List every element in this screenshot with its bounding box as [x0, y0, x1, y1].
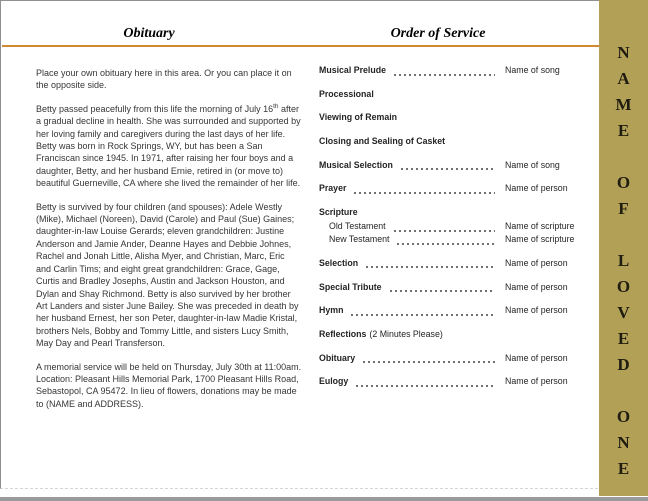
banner-letter: A: [617, 69, 630, 88]
order-item-processional: [319, 89, 587, 101]
obituary-paragraph-survivors: Betty is survived by four children (and spouses): Adele Westly (Mike), Michael (Noreen), David (Carole) and Paul (Sue) Gaines; daughter-in-law Louise Gerards; eleven grandchildren: Justine Anderson and Jamie Ander, Deanne Hayes and Debbie Johnes, Rachel and Jonah Little, Alisha Myer, and Christian, Marc, Eric and Carlin Tims; and eight great grandchildren: Grace, Gage, Curtis and Bradley Josephs, Austin and Jackson Houston, and Dylan and Shay Richmond. Betty is also survived by her brother Art Landers and sister June Bailey. She was preceded in death by her husband Ernest, her son Peter, daughter-in-law Madie Kristal, brothers Nels, Bobby and Tommy Little, and sisters Lucy Smith, May Day and Pearl Transferson.: [36, 201, 299, 349]
order-item-musical-selection: [319, 160, 587, 172]
order-item-selection: [319, 258, 587, 270]
obituary-placeholder-paragraph: [36, 67, 302, 92]
order-item-value: Name of scripture: [505, 234, 575, 245]
order-item-closing-and-sealing: [319, 136, 587, 148]
banner-letter: M: [615, 95, 632, 114]
banner-letter: O: [616, 173, 631, 192]
order-item-label: Closing and Sealing of Casket: [319, 136, 446, 147]
dotted-leader: [351, 308, 495, 316]
dotted-leader: [356, 379, 495, 387]
banner-letter: E: [617, 121, 630, 140]
order-item-label: Obituary: [319, 352, 356, 363]
dotted-leader: [363, 355, 495, 363]
order-item-note: (2 Minutes Please): [369, 328, 443, 339]
order-item-value: Name of person: [505, 257, 568, 268]
order-item-label: Reflections: [319, 328, 367, 339]
header-divider-rule: [2, 45, 600, 47]
order-item-special-tribute: [319, 282, 587, 294]
order-item-label: Viewing of Remain: [319, 112, 398, 123]
order-item-viewing-of-remain: [319, 112, 587, 124]
order-item-value: Name of person: [505, 183, 568, 194]
page-bottom-edge: [0, 497, 648, 501]
banner-letter: E: [617, 329, 630, 348]
order-item-eulogy: [319, 376, 587, 388]
ordinal-superscript: th: [273, 102, 279, 110]
dotted-leader: [366, 260, 495, 268]
dotted-leader: [390, 284, 495, 292]
obituary-paragraph-text: Place your own obituary here in this area. Or you can place it on the opposite side.: [36, 68, 292, 91]
order-item-label: Musical Selection: [319, 159, 393, 170]
order-item-value: Name of song: [505, 65, 560, 75]
obituary-paragraph-text: after a gradual decline in health. She was surrounded and supported by her loving family and caregivers during the last days of her life. Betty was born in Rock Springs, WY, but has been a San Franciscan since 1945. In 1971, after raising her four boys and a daughter, Betty, and her husband Ernie, retired in (or move to) beautiful Guerneville, CA where she lived the remainder of her life.: [36, 103, 301, 189]
order-item-label: Prayer: [319, 183, 347, 194]
banner-letter: O: [616, 277, 631, 296]
order-item-new-testament: [319, 234, 587, 246]
banner-letter: V: [617, 303, 630, 322]
obituary-text-block: [36, 67, 302, 421]
banner-letter: L: [617, 251, 630, 270]
order-item-label: Special Tribute: [319, 281, 382, 292]
order-item-label: New Testament: [329, 234, 390, 245]
order-item-label: Scripture: [319, 207, 358, 218]
order-item-hymn: [319, 305, 587, 317]
order-item-obituary: [319, 353, 587, 365]
order-item-scripture: [319, 207, 587, 219]
order-item-label: Musical Prelude: [319, 65, 386, 75]
order-item-value: Name of scripture: [505, 221, 575, 232]
order-item-musical-prelude: [319, 65, 587, 77]
order-item-old-testament: [319, 221, 587, 233]
order-item-label: Processional: [319, 88, 374, 99]
obituary-paragraph-service-info: A memorial service will be held on Thursday, July 30th at 11:00am. Location: Pleasant Hills Memorial Park, 1700 Pleasant Hills Road, Sebastopol, CA 95472. In lieu of flowers, donations may be made to (NAME and ADDRESS).: [36, 361, 302, 409]
dotted-leader: [401, 162, 495, 170]
dotted-leader: [394, 68, 495, 76]
banner-letter: N: [617, 43, 630, 62]
order-item-label: Selection: [319, 257, 359, 268]
banner-letter: O: [616, 407, 631, 426]
order-item-value: Name of person: [505, 281, 568, 292]
banner-letter: E: [617, 459, 630, 478]
order-item-value: Name of person: [505, 305, 568, 316]
order-item-value: Name of person: [505, 352, 568, 363]
obituary-paragraph-life: [36, 103, 302, 190]
order-item-value: Name of person: [505, 376, 568, 387]
order-item-prayer: [319, 183, 587, 195]
order-item-label: Eulogy: [319, 376, 349, 387]
dotted-leader: [394, 224, 495, 232]
dotted-leader: [397, 237, 495, 245]
order-item-value: Name of song: [505, 159, 560, 170]
order-of-service-list: [319, 65, 587, 400]
loved-one-name-banner: [599, 0, 648, 496]
banner-letter: F: [618, 199, 629, 218]
order-item-reflections: [319, 329, 587, 341]
dotted-leader: [354, 186, 495, 194]
order-item-label: Hymn: [319, 305, 344, 316]
obituary-paragraph-text: Betty passed peacefully from this life the morning of July 16: [36, 103, 274, 114]
banner-letter: D: [617, 355, 630, 374]
order-of-service-heading: Order of Service: [390, 26, 486, 41]
banner-letter: N: [617, 433, 630, 452]
order-item-label: Old Testament: [329, 221, 386, 232]
obituary-heading: Obituary: [123, 26, 175, 41]
